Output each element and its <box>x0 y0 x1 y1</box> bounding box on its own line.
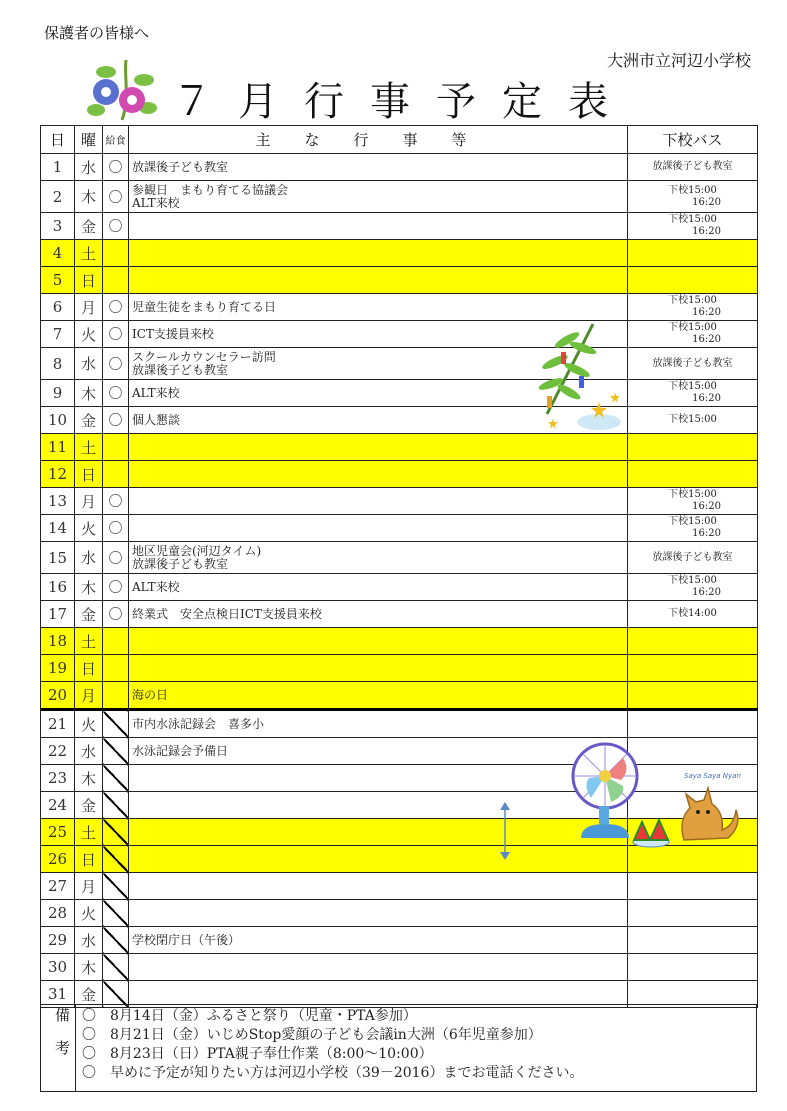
lunch-cell <box>103 461 129 488</box>
events-cell <box>129 682 628 710</box>
bus-time: 放課後子ども教室 <box>652 161 733 172</box>
table-row <box>41 181 758 213</box>
lunch-cell <box>103 628 129 655</box>
table-row <box>41 710 758 738</box>
cat-icon <box>672 780 742 846</box>
weekday-cell: 木 <box>75 574 103 601</box>
lunch-cell <box>103 710 129 738</box>
bus-cell <box>628 240 758 267</box>
bus-cell <box>628 710 758 738</box>
notes-label: 備考 <box>41 1005 76 1092</box>
weekday-cell: 火 <box>75 710 103 738</box>
event-line: 学校閉庁日（午後） <box>132 932 241 947</box>
day-cell: 18 <box>41 628 75 655</box>
event-line: ALT来校 <box>132 385 180 400</box>
note-item: 〇 8月14日（金）ふるさと祭り（児童・PTA参加） <box>82 1008 417 1024</box>
event-line: 放課後子ども教室 <box>132 362 229 377</box>
bus-time: 下校15:00 <box>668 184 717 196</box>
table-row <box>41 765 758 792</box>
bus-time: 16:20 <box>692 226 721 237</box>
bus-cell <box>628 294 758 321</box>
weekday-cell: 金 <box>75 213 103 240</box>
weekday-cell: 金 <box>75 981 103 1008</box>
lunch-cell: 〇 <box>103 380 129 407</box>
table-row <box>41 601 758 628</box>
lunch-cell <box>103 434 129 461</box>
events-cell <box>129 240 628 267</box>
bus-cell <box>628 954 758 981</box>
table-row <box>41 154 758 181</box>
weekday-cell: 水 <box>75 738 103 765</box>
school-name: 大洲市立河辺小学校 <box>606 51 751 70</box>
tanabata-bamboo-icon <box>533 318 625 436</box>
bus-time: 16:20 <box>692 587 721 598</box>
bus-cell <box>628 738 758 765</box>
events-cell <box>129 434 628 461</box>
day-cell: 4 <box>41 240 75 267</box>
day-cell: 16 <box>41 574 75 601</box>
table-row <box>41 213 758 240</box>
lunch-cell <box>103 873 129 900</box>
bus-time: 16:20 <box>692 501 721 512</box>
lunch-cell: 〇 <box>103 348 129 380</box>
bus-time: 放課後子ども教室 <box>652 551 733 563</box>
lunch-cell <box>103 846 129 873</box>
bus-cell <box>628 542 758 574</box>
lunch-cell: 〇 <box>103 488 129 515</box>
bus-time: 16:20 <box>692 393 721 404</box>
greeting: 保護者の皆様へ <box>44 24 150 42</box>
event-line: 地区児童会(河辺タイム) <box>132 543 262 558</box>
table-row <box>41 873 758 900</box>
weekday-cell: 水 <box>75 348 103 380</box>
table-row <box>41 655 758 682</box>
bus-cell <box>628 434 758 461</box>
events-cell <box>129 900 628 927</box>
event-line: 水泳記録会予備日 <box>132 743 229 758</box>
table-row <box>41 380 758 407</box>
day-cell: 12 <box>41 461 75 488</box>
bus-time: 16:20 <box>692 307 721 318</box>
lunch-cell <box>103 655 129 682</box>
table-row <box>41 515 758 542</box>
weekday-cell: 木 <box>75 181 103 213</box>
lunch-cell: 〇 <box>103 294 129 321</box>
event-line: 放課後子ども教室 <box>132 159 229 174</box>
morning-glory-icon <box>86 58 158 122</box>
weekday-cell: 木 <box>75 765 103 792</box>
events-cell <box>129 655 628 682</box>
bus-cell <box>628 181 758 213</box>
weekday-cell: 日 <box>75 267 103 294</box>
bus-cell <box>628 628 758 655</box>
table-row <box>41 321 758 348</box>
event-line: 個人懇談 <box>132 412 181 427</box>
col-day: 日 <box>41 126 75 154</box>
header-row <box>41 126 758 154</box>
weekday-cell: 土 <box>75 628 103 655</box>
event-line: ALT来校 <box>132 195 180 210</box>
events-cell <box>129 294 628 321</box>
note-item: 〇 8月23日（日）PTA親子奉仕作業（8:00～10:00） <box>82 1046 433 1062</box>
weekday-cell: 金 <box>75 792 103 819</box>
weekday-cell: 土 <box>75 434 103 461</box>
events-cell <box>129 574 628 601</box>
cat-caption: Saya Saya Nyan <box>684 772 741 780</box>
bus-cell <box>628 927 758 954</box>
day-cell: 15 <box>41 542 75 574</box>
lunch-cell: 〇 <box>103 321 129 348</box>
day-cell: 9 <box>41 380 75 407</box>
weekday-cell: 月 <box>75 873 103 900</box>
col-events: 主な行事等 <box>129 126 628 154</box>
table-row <box>41 900 758 927</box>
table-row <box>41 348 758 380</box>
weekday-cell: 木 <box>75 954 103 981</box>
weekday-cell: 木 <box>75 380 103 407</box>
bus-cell <box>628 321 758 348</box>
weekday-cell: 月 <box>75 488 103 515</box>
bus-cell <box>628 380 758 407</box>
table-row <box>41 954 758 981</box>
lunch-cell <box>103 954 129 981</box>
bus-time: 16:20 <box>692 196 721 208</box>
bus-cell <box>628 846 758 873</box>
table-row <box>41 488 758 515</box>
table-row <box>41 542 758 574</box>
event-line: 児童生徒をまもり育てる日 <box>132 299 277 314</box>
col-bus: 下校バス <box>628 126 758 154</box>
events-cell <box>129 154 628 181</box>
event-line: 終業式 安全点検日ICT支援員来校 <box>132 606 322 621</box>
events-cell <box>129 846 628 873</box>
lunch-cell <box>103 765 129 792</box>
events-cell <box>129 954 628 981</box>
lunch-cell <box>103 682 129 710</box>
day-cell: 22 <box>41 738 75 765</box>
weekday-cell: 火 <box>75 515 103 542</box>
day-cell: 13 <box>41 488 75 515</box>
day-cell: 23 <box>41 765 75 792</box>
bus-cell <box>628 900 758 927</box>
table-row <box>41 267 758 294</box>
day-cell: 28 <box>41 900 75 927</box>
day-cell: 2 <box>41 181 75 213</box>
day-cell: 27 <box>41 873 75 900</box>
events-cell <box>129 213 628 240</box>
col-dow: 曜 <box>75 126 103 154</box>
event-line: 放課後子ども教室 <box>132 556 229 571</box>
events-cell <box>129 488 628 515</box>
events-cell <box>129 819 628 846</box>
event-line: 参観日 まもり育てる協議会 <box>132 182 289 197</box>
event-line: ICT支援員来校 <box>132 326 214 341</box>
weekday-cell: 水 <box>75 927 103 954</box>
day-cell: 31 <box>41 981 75 1008</box>
lunch-cell: 〇 <box>103 407 129 434</box>
weekday-cell: 水 <box>75 542 103 574</box>
bus-cell <box>628 873 758 900</box>
watermelon-icon <box>632 814 670 848</box>
lunch-cell: 〇 <box>103 574 129 601</box>
events-cell <box>129 515 628 542</box>
schedule-table <box>40 125 758 1008</box>
lunch-cell <box>103 927 129 954</box>
bus-time: 下校15:00 <box>668 575 717 586</box>
events-cell <box>129 628 628 655</box>
lunch-cell <box>103 900 129 927</box>
bus-cell <box>628 655 758 682</box>
day-cell: 3 <box>41 213 75 240</box>
lunch-cell <box>103 819 129 846</box>
day-cell: 21 <box>41 710 75 738</box>
note-item: 〇 早めに予定が知りたい方は河辺小学校（39－2016）までお電話ください。 <box>82 1065 584 1081</box>
events-cell <box>129 601 628 628</box>
lunch-cell <box>103 792 129 819</box>
lunch-cell: 〇 <box>103 542 129 574</box>
weekday-cell: 月 <box>75 682 103 710</box>
bus-time: 16:20 <box>692 334 721 345</box>
day-cell: 20 <box>41 682 75 710</box>
events-cell <box>129 710 628 738</box>
bus-time: 下校15:00 <box>668 214 717 225</box>
day-cell: 25 <box>41 819 75 846</box>
table-row <box>41 738 758 765</box>
day-cell: 11 <box>41 434 75 461</box>
lunch-cell: 〇 <box>103 154 129 181</box>
bus-time: 放課後子ども教室 <box>652 357 733 369</box>
bus-cell <box>628 267 758 294</box>
bus-cell <box>628 515 758 542</box>
day-cell: 10 <box>41 407 75 434</box>
bus-cell <box>628 461 758 488</box>
events-cell <box>129 765 628 792</box>
bus-cell <box>628 682 758 710</box>
table-row <box>41 461 758 488</box>
events-cell <box>129 792 628 819</box>
table-row <box>41 240 758 267</box>
event-line: スクールカウンセラー訪問 <box>132 349 276 364</box>
bus-time: 下校15:00 <box>668 489 717 500</box>
day-cell: 19 <box>41 655 75 682</box>
day-cell: 24 <box>41 792 75 819</box>
table-row <box>41 846 758 873</box>
day-cell: 6 <box>41 294 75 321</box>
weekday-cell: 土 <box>75 240 103 267</box>
table-row <box>41 628 758 655</box>
events-cell <box>129 542 628 574</box>
day-cell: 26 <box>41 846 75 873</box>
weekday-cell: 金 <box>75 601 103 628</box>
table-row <box>41 682 758 710</box>
event-line: ALT来校 <box>132 579 180 594</box>
table-row <box>41 927 758 954</box>
events-cell <box>129 738 628 765</box>
events-cell <box>129 927 628 954</box>
weekday-cell: 火 <box>75 321 103 348</box>
lunch-cell: 〇 <box>103 213 129 240</box>
bus-time: 下校15:00 <box>668 414 717 425</box>
day-cell: 30 <box>41 954 75 981</box>
bus-cell <box>628 601 758 628</box>
bus-cell <box>628 407 758 434</box>
bus-time: 下校15:00 <box>668 381 717 392</box>
note-item: 〇 8月21日（金）いじめStop愛顔の子ども会議in大洲（6年児童参加） <box>82 1027 542 1043</box>
lunch-cell <box>103 738 129 765</box>
event-line: 市内水泳記録会 喜多小 <box>132 716 265 731</box>
day-cell: 1 <box>41 154 75 181</box>
lunch-cell: 〇 <box>103 515 129 542</box>
lunch-cell: 〇 <box>103 181 129 213</box>
weekday-cell: 日 <box>75 461 103 488</box>
notes-box <box>40 1004 757 1092</box>
day-cell: 14 <box>41 515 75 542</box>
lunch-cell: 〇 <box>103 601 129 628</box>
day-cell: 8 <box>41 348 75 380</box>
table-row <box>41 434 758 461</box>
table-row <box>41 407 758 434</box>
lunch-cell <box>103 240 129 267</box>
range-arrow <box>498 802 512 860</box>
table-row <box>41 574 758 601</box>
events-cell <box>129 267 628 294</box>
weekday-cell: 日 <box>75 655 103 682</box>
weekday-cell: 金 <box>75 407 103 434</box>
weekday-cell: 火 <box>75 900 103 927</box>
col-lunch: 給食 <box>103 126 129 154</box>
table-row <box>41 294 758 321</box>
bus-time: 下校14:00 <box>668 608 717 619</box>
day-cell: 29 <box>41 927 75 954</box>
event-line: 海の日 <box>132 687 169 702</box>
day-cell: 7 <box>41 321 75 348</box>
weekday-cell: 土 <box>75 819 103 846</box>
bus-time: 16:20 <box>692 528 721 539</box>
events-cell <box>129 181 628 213</box>
bus-time: 下校15:00 <box>668 322 717 333</box>
bus-cell <box>628 488 758 515</box>
bus-time: 下校15:00 <box>668 516 717 527</box>
bus-time: 下校15:00 <box>668 295 717 306</box>
bus-cell <box>628 154 758 181</box>
events-cell <box>129 461 628 488</box>
bus-cell <box>628 213 758 240</box>
bus-cell <box>628 348 758 380</box>
weekday-cell: 月 <box>75 294 103 321</box>
electric-fan-icon <box>571 740 641 840</box>
notes-body <box>76 1005 757 1092</box>
weekday-cell: 水 <box>75 154 103 181</box>
bus-cell <box>628 574 758 601</box>
events-cell <box>129 873 628 900</box>
day-cell: 5 <box>41 267 75 294</box>
weekday-cell: 日 <box>75 846 103 873</box>
page-title: ７月行事予定表 <box>172 79 634 125</box>
lunch-cell <box>103 267 129 294</box>
day-cell: 17 <box>41 601 75 628</box>
